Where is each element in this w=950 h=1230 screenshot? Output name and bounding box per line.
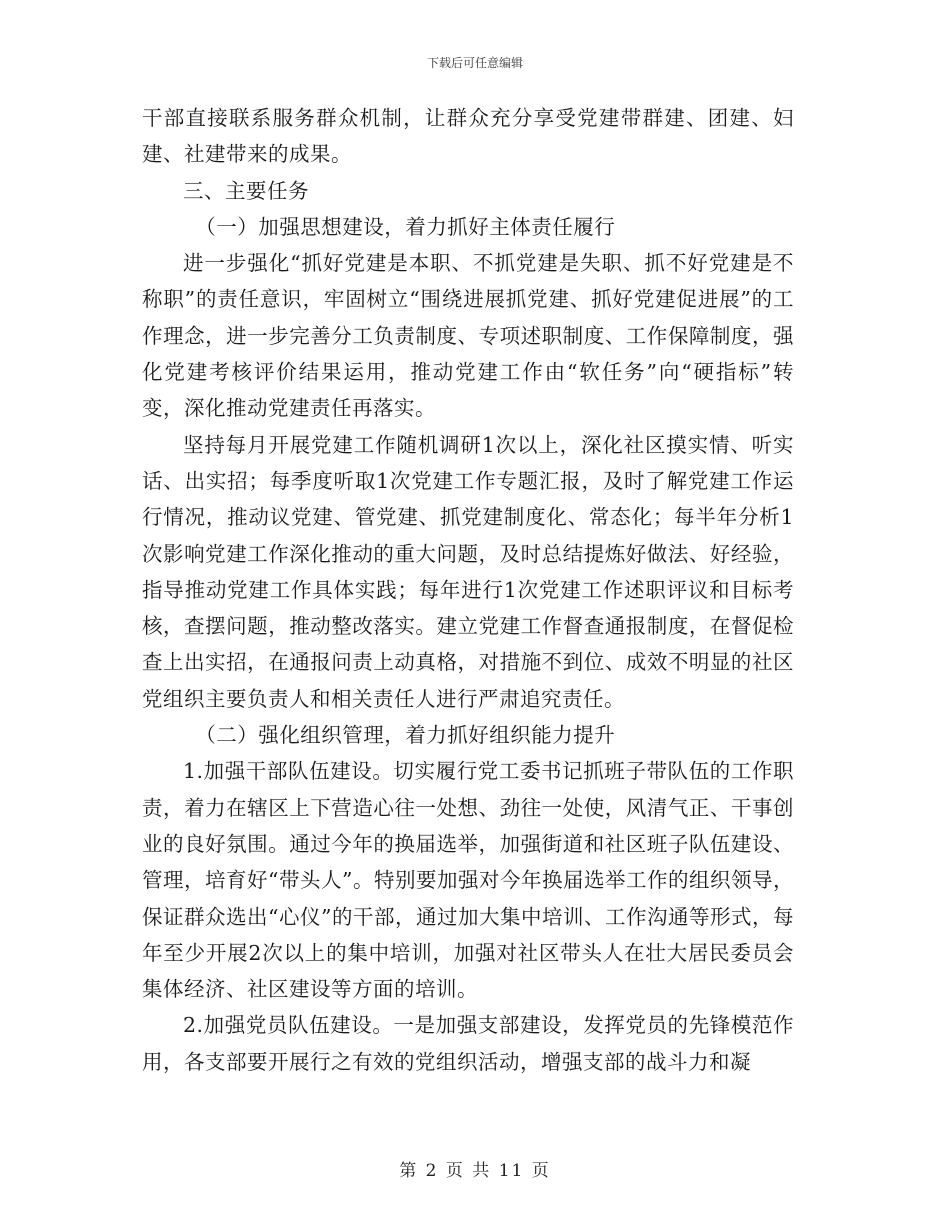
subsection-heading-1: （一）加强思想建设，着力抓好主体责任履行 bbox=[195, 214, 616, 239]
paragraph: 坚持每月开展党建工作随机调研1次以上，深化社区摸实情、听实话、出实招；每季度听取1次党建工作专题汇报，及时了解党建工作运行情况，推动议党建、管党建、抓党建制度化、常态化；每半年分析1次影响党建工作深化推动的重大问题，及时总结提炼好做法、好经验，指导推动党建工作具体实践；每年进行1次党建工作述职评议和目标考核，查摆问题，推动整改落实。建立党建工作督查通报制度，在督促检查上出实招，在通报问责上动真格，对措施不到位、成效不明显的社区党组织主要负责人和相关责任人进行严肃追究责任。 bbox=[142, 432, 794, 711]
paragraph-continuation: 干部直接联系服务群众机制，让群众充分享受党建带群建、团建、妇建、社建带来的成果。 bbox=[142, 106, 794, 167]
paragraph: 1.加强干部队伍建设。切实履行党工委书记抓班子带队伍的工作职责，着力在辖区上下营造心往一处想、劲往一处使，风清气正、干事创业的良好氛围。通过今年的换届选举，加强街道和社区班子队伍建设、管理，培育好“带头人”。特别要加强对今年换届选举工作的组织领导，保证群众选出“心仪”的干部，通过加大集中培训、工作沟通等形式，每年至少开展2次以上的集中培训，加强对社区带头人在壮大居民委员会集体经济、社区建设等方面的培训。 bbox=[142, 759, 794, 1002]
paragraph: 2.加强党员队伍建设。一是加强支部建设，发挥党员的先锋模范作用，各支部要开展行之有效的党组织活动，增强支部的战斗力和凝 bbox=[142, 1013, 794, 1074]
page-number: 第 2 页 共 11 页 bbox=[399, 1161, 551, 1181]
subsection-heading-2: （二）强化组织管理，着力抓好组织能力提升 bbox=[195, 723, 616, 748]
paragraph: 进一步强化“抓好党建是本职、不抓党建是失职、抓不好党建是不称职”的责任意识，牢固树立“围绕进展抓党建、抓好党建促进展”的工作理念，进一步完善分工负责制度、专项述职制度、工作保障制度，强化党建考核评价结果运用，推动党建工作由“软任务”向“硬指标”转变，深化推动党建责任再落实。 bbox=[142, 251, 794, 421]
section-heading: 三、主要任务 bbox=[183, 178, 309, 203]
page-header: 下载后可任意编辑 bbox=[426, 56, 523, 70]
document-body bbox=[142, 100, 794, 1080]
